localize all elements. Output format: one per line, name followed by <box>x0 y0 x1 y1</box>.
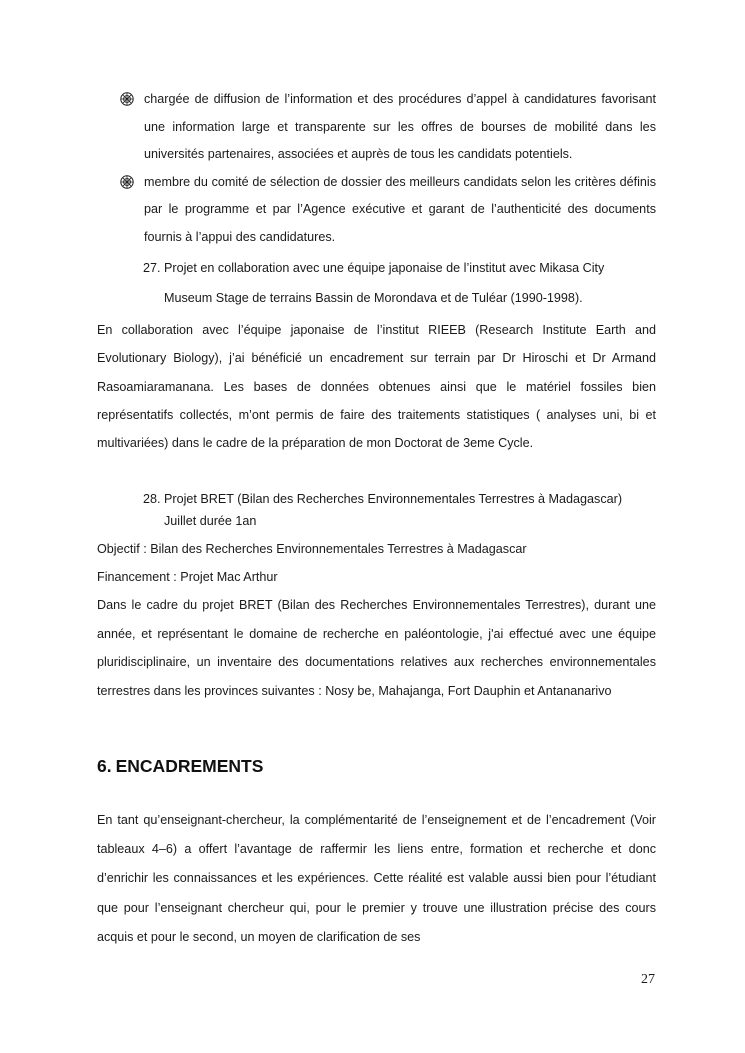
section-number: 6. <box>97 756 112 776</box>
bullet-item <box>120 86 656 169</box>
section-heading <box>97 756 263 777</box>
page-number: 27 <box>641 972 655 987</box>
section-title: ENCADREMENTS <box>115 756 264 776</box>
paragraph-rieeb: En collaboration avec l’équipe japonaise de l’institut RIEEB (Research Institute Earth and Evolutionary Biology), j’ai bénéficié un encadrement sur terrain par Dr Hiroschi et Dr Armand Rasoamiaramanana. Les bases de données obtenues ainsi que le matériel fossiles bien représentatifs collectés, m’ont permis de faire des traitements statistiques ( analyses uni, bi et multivariées) dans le cadre de la préparation de mon Doctorat de 3eme Cycle. <box>97 323 656 451</box>
bullet-item <box>120 169 656 252</box>
shell-bullet-icon <box>120 92 134 106</box>
numbered-item-27 <box>143 253 656 313</box>
bullet-list <box>120 86 656 251</box>
bullet-text: membre du comité de sélection de dossier des meilleurs candidats selon les critères définis par le programme et par l’Agence exécutive et garant de l’authenticité des documents fournis à l’appui des candidatures. <box>144 174 656 244</box>
item-27-line2: Museum Stage de terrains Bassin de Morondava et de Tuléar (1990-1998). <box>164 291 583 305</box>
numbered-item-28 <box>143 488 656 532</box>
financement-line: Financement : Projet Mac Arthur <box>97 570 278 584</box>
shell-bullet-icon <box>120 175 134 189</box>
objectif-line: Objectif : Bilan des Recherches Environnementales Terrestres à Madagascar <box>97 542 527 556</box>
item-28-line2: Juillet durée 1an <box>164 514 257 528</box>
paragraph-bret: Dans le cadre du projet BRET (Bilan des Recherches Environnementales Terrestres), durant une année, et représentant le domaine de recherche en paléontologie, j'ai effectué avec une équipe pluridisciplinaire, un inventaire des documentations relatives aux recherches environnementales terrestres dans les provinces suivantes : Nosy be, Mahajanga, Fort Dauphin et Antananarivo <box>97 598 656 698</box>
item-27-line1: 27. Projet en collaboration avec une équipe japonaise de l’institut avec Mikasa City <box>143 261 605 275</box>
paragraph-encadrements: En tant qu’enseignant-chercheur, la complémentarité de l’enseignement et de l’encadrement (Voir tableaux 4–6) a offert l’avantage de raffermir les liens entre, formation et recherche et donc d’enrichir les connaissances et les expériences. Cette réalité est valable aussi bien pour l’étudiant que pour l’enseignant chercheur qui, pour le premier y trouve une illustration précise des cours acquis et pour le second, un moyen de clarification de ses <box>97 813 656 944</box>
bullet-text: chargée de diffusion de l’information et des procédures d’appel à candidatures favorisant une information large et transparente sur les offres de bourses de mobilité dans les universités partenaires, associées et auprès de tous les candidats potentiels. <box>144 92 656 161</box>
item-28-line1: 28. Projet BRET (Bilan des Recherches Environnementales Terrestres à Madagascar) <box>143 492 623 506</box>
